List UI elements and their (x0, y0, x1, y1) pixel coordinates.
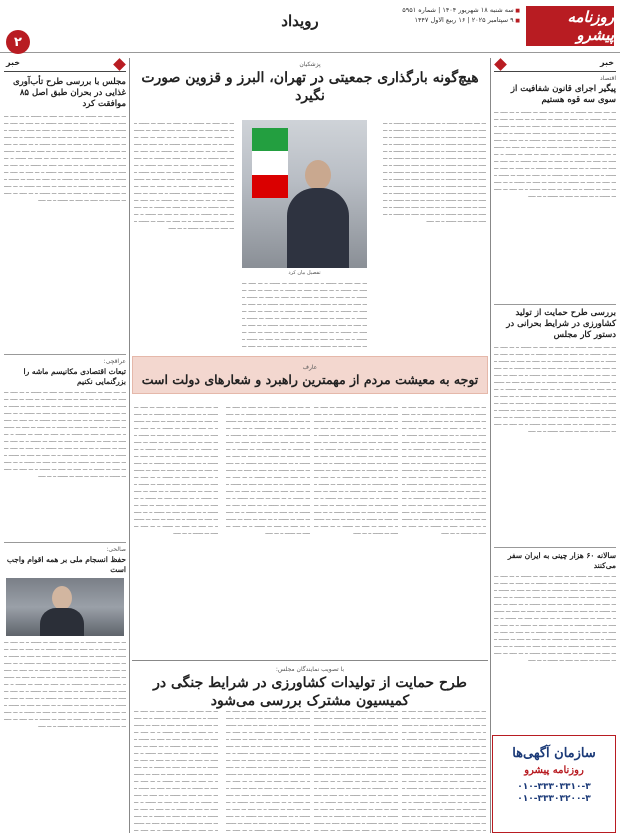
story-body (402, 708, 486, 832)
story-body (4, 389, 126, 539)
page-header (0, 0, 620, 53)
story-body (314, 708, 398, 832)
ad-brand: روزنامه پیشرو (524, 765, 584, 776)
story-body (314, 404, 398, 654)
lead-headline[interactable]: هیچ‌گونه بارگذاری جمعیتی در تهران، البرز و قزوین صورت نگیرد (141, 70, 479, 104)
third-story-header (132, 660, 488, 711)
ad-phone: ۰۱۰-۳۳۳۰۳۲۰۰-۳ (517, 794, 591, 804)
story-kicker: با تصویب نمایندگان مجلس: (275, 666, 345, 673)
story-body (4, 113, 126, 351)
issue-info (370, 6, 520, 26)
story-photo (6, 578, 124, 636)
story-body (494, 573, 616, 665)
story-body (134, 404, 218, 654)
main-area (132, 58, 488, 833)
column-header (494, 58, 616, 72)
ad-title: سازمان آگهی‌ها (512, 746, 596, 761)
story-kicker: پزشکیان (299, 61, 321, 68)
story-title[interactable]: مجلس با بررسی طرح تأب‌آوری غذایی در بحران طبق اصل ۸۵ موافقت کرد (13, 77, 126, 109)
story-title[interactable]: پیگیر اجرای قانون شفافیت از سوی سه قوه هستیم (510, 84, 616, 105)
story-title[interactable]: بررسی طرح حمایت از تولید کشاورزی در شرایط بحرانی در دستور کار مجلس (506, 308, 616, 340)
story-kicker: صالحی: (106, 546, 126, 553)
story-body (383, 120, 486, 352)
page-number: ۲ (6, 30, 30, 54)
divider (4, 354, 126, 355)
story-body (242, 280, 367, 352)
advertisement-box[interactable] (492, 735, 616, 833)
diamond-icon (113, 58, 126, 71)
column-divider (490, 58, 491, 833)
divider (4, 542, 126, 543)
story-body (134, 708, 218, 832)
left-column (4, 58, 126, 833)
newspaper-logo[interactable]: روزنامه پیشرو (526, 6, 614, 46)
flag-image (252, 128, 288, 198)
column-header (4, 58, 126, 72)
divider (494, 304, 616, 305)
right-column (494, 58, 616, 833)
story-title[interactable]: حفظ انسجام ملی بر همه اقوام واجب است (6, 555, 126, 574)
column-header-label: خبر (599, 58, 614, 67)
story-body (494, 109, 616, 301)
story-body (402, 404, 486, 654)
story-body (4, 639, 126, 789)
issue-line: ■ سه شنبه ۱۸ شهریور ۱۴۰۴ | شماره ۵۹۵۱ (370, 6, 520, 16)
diamond-icon (494, 58, 507, 71)
divider (494, 547, 616, 548)
story-title[interactable]: سالانه ۶۰ هزار چینی به ایران سفر می‌کنند (507, 551, 616, 570)
column-divider (129, 58, 130, 833)
story-kicker: عارف (302, 364, 318, 371)
highlight-headline[interactable]: توجه به معیشت مردم از مهمترین راهبرد و شعارهای دولت است (141, 372, 479, 387)
speaker-image (287, 160, 349, 268)
ad-phone: ۰۱۰-۳۳۳۰۳۳۱۰-۳ (517, 782, 591, 792)
section-title: رویداد (281, 12, 319, 30)
highlight-story-box (132, 356, 488, 394)
column-header-label: خبر (6, 58, 21, 67)
story-body (226, 708, 310, 832)
story-body (134, 120, 234, 352)
story-kicker: اقتصاد (599, 75, 616, 82)
lead-photo (242, 120, 367, 268)
story-body (226, 404, 310, 654)
third-headline[interactable]: طرح حمایت از تولیدات کشاورزی در شرایط جنگی در کمیسیون مشترک بررسی می‌شود (153, 675, 467, 709)
issue-line: ■ ۹ سپتامبر ۲۰۲۵ | ۱۶ ربیع الاول ۱۴۴۷ (370, 16, 520, 26)
photo-caption: تفصیل بیان کرد (288, 270, 321, 276)
story-body (494, 344, 616, 544)
lead-story-header (132, 61, 488, 105)
story-title[interactable]: تبعات اقتصادی مکانیسم ماشه را بزرگنمایی نکنیم (23, 367, 126, 386)
story-kicker: عراقچی: (103, 358, 126, 365)
